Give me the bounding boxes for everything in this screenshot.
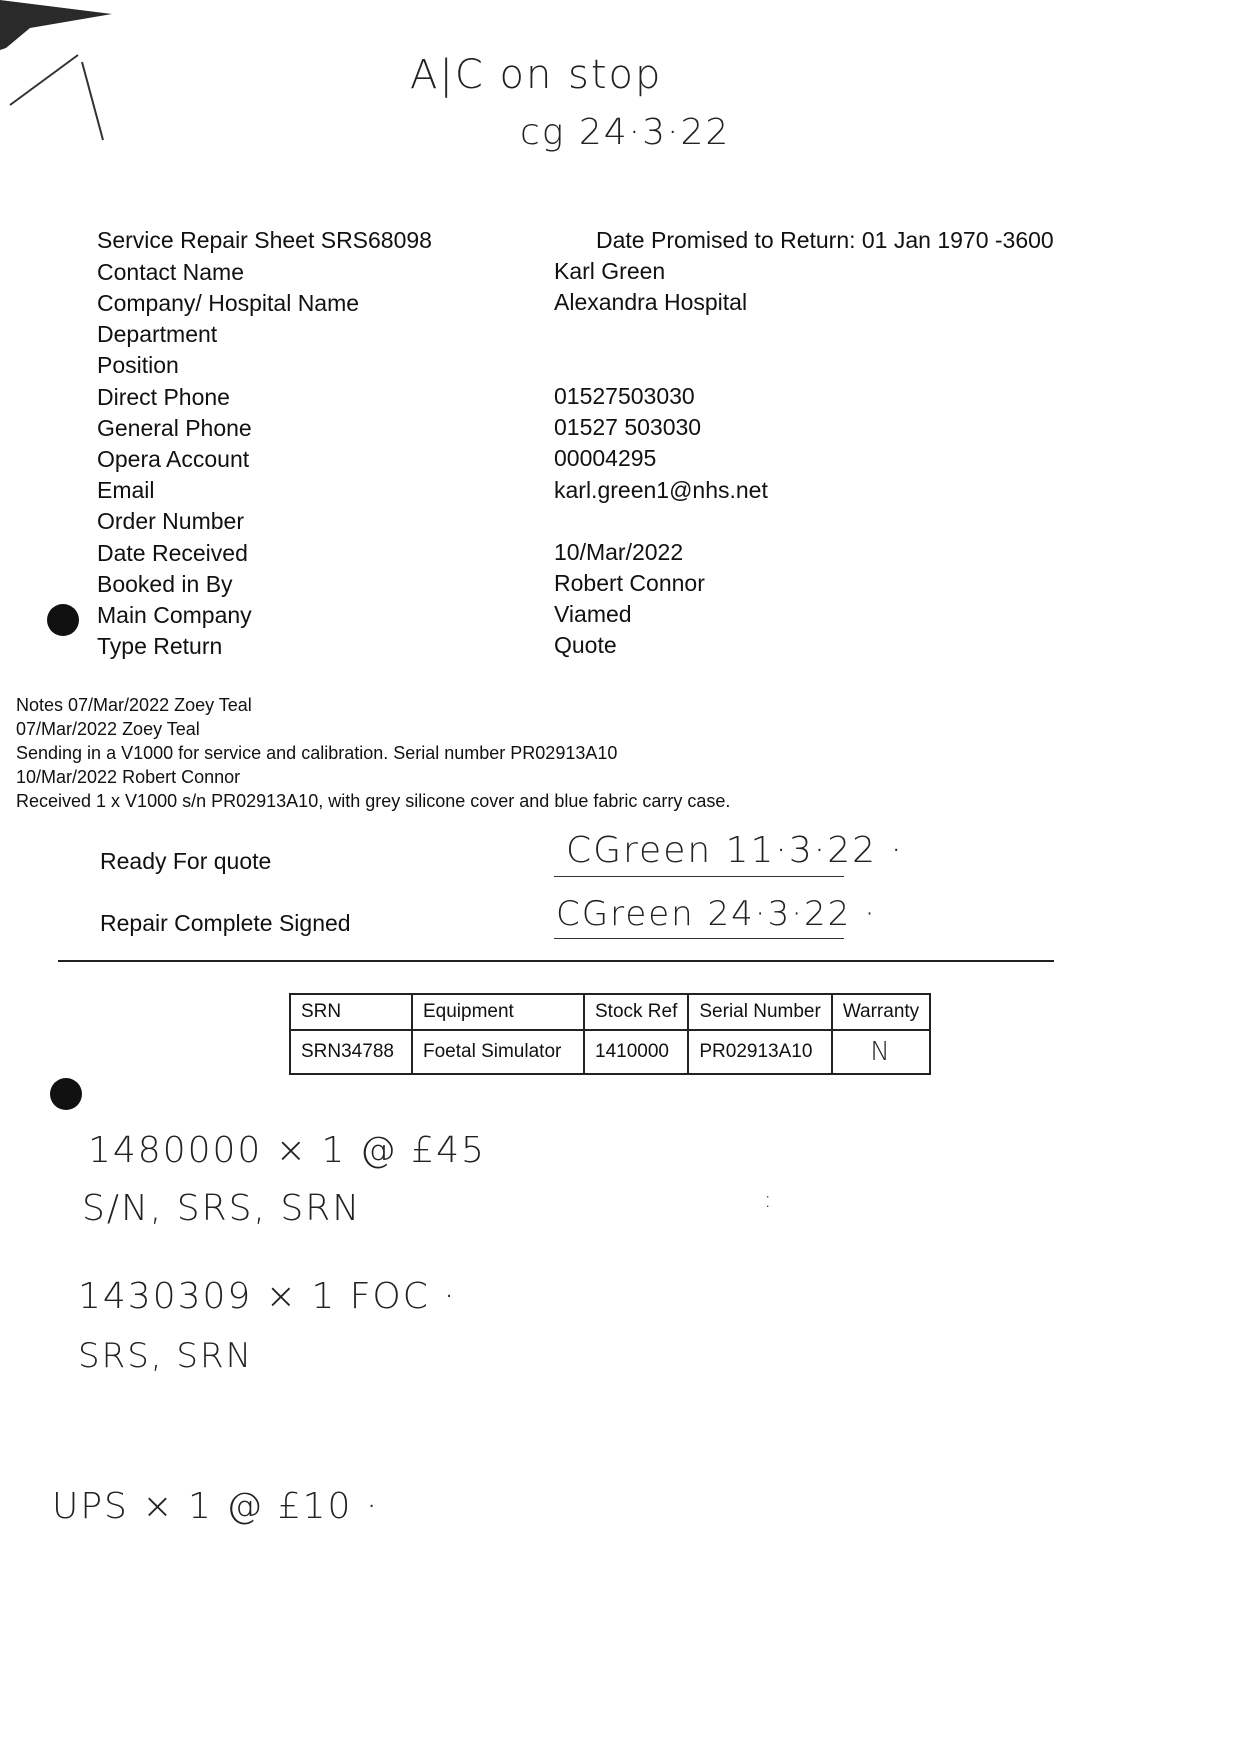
column-header: Warranty <box>832 994 930 1030</box>
section-divider <box>58 960 1054 962</box>
warranty-cell <box>832 1030 930 1074</box>
table-cell: SRN34788 <box>290 1030 412 1074</box>
field-label: Booked in By <box>97 571 233 597</box>
column-header: Equipment <box>412 994 584 1030</box>
notes-line: 07/Mar/2022 Zoey Teal <box>16 719 200 739</box>
field-value: 00004295 <box>554 445 657 471</box>
complete-signature: CGreen 24·3·22 · <box>556 894 877 934</box>
table-cell: Foetal Simulator <box>412 1030 584 1074</box>
notes-line: Received 1 x V1000 s/n PR02913A10, with grey silicone cover and blue fabric carry case. <box>16 791 731 811</box>
table-cell: PR02913A10 <box>688 1030 831 1074</box>
table-row <box>290 1030 930 1074</box>
handwritten-part-line: SRS, SRN <box>78 1336 254 1376</box>
handwritten-date-note: cg 24·3·22 <box>520 112 731 153</box>
field-label: Opera Account <box>97 446 250 472</box>
handwritten-part-line: UPS × 1 @ £10 · <box>52 1486 380 1527</box>
table-header-row <box>290 994 930 1030</box>
scan-corner-artifact <box>0 0 130 160</box>
handwritten-part-line: 1430309 × 1 FOC · <box>78 1276 457 1317</box>
punch-hole <box>47 604 79 636</box>
warranty-mark: N <box>870 1037 892 1067</box>
field-label: General Phone <box>97 415 252 441</box>
field-label: Department <box>97 321 218 347</box>
table-cell: 1410000 <box>584 1030 688 1074</box>
handwritten-part-line: 1480000 × 1 @ £45 <box>88 1130 486 1171</box>
field-label: Direct Phone <box>97 384 230 410</box>
ready-signature: CGreen 11·3·22 · <box>566 830 904 871</box>
field-value: 01527 503030 <box>554 414 702 440</box>
field-label: Order Number <box>97 508 244 534</box>
notes-line: Sending in a V1000 for service and calibration. Serial number PR02913A10 <box>16 743 618 763</box>
column-header: Stock Ref <box>584 994 688 1030</box>
field-value: 10/Mar/2022 <box>554 539 684 565</box>
ready-signature-line <box>554 876 844 877</box>
ready-for-quote-label: Ready For quote <box>100 848 272 874</box>
column-header: Serial Number <box>688 994 831 1030</box>
field-value: Alexandra Hospital <box>554 289 748 315</box>
notes-line: 10/Mar/2022 Robert Connor <box>16 767 241 787</box>
field-label: Date Received <box>97 540 248 566</box>
equipment-table <box>289 993 931 1075</box>
field-value: Quote <box>554 632 617 658</box>
handwritten-account-note: A|C on stop <box>410 52 663 98</box>
field-label: Type Return <box>97 633 223 659</box>
handwritten-part-line: S/N, SRS, SRN <box>82 1188 362 1229</box>
field-label: Company/ Hospital Name <box>97 290 360 316</box>
repair-complete-label: Repair Complete Signed <box>100 910 351 936</box>
field-label: Contact Name <box>97 259 245 285</box>
field-label: Email <box>97 477 155 503</box>
field-label: Position <box>97 352 179 378</box>
punch-hole <box>50 1078 82 1110</box>
stray-mark: : <box>764 1188 774 1213</box>
field-value: Karl Green <box>554 258 666 284</box>
field-label: Main Company <box>97 602 252 628</box>
field-value: Viamed <box>554 601 632 627</box>
field-value: 01527503030 <box>554 383 695 409</box>
field-value: Robert Connor <box>554 570 705 596</box>
notes-line: Notes 07/Mar/2022 Zoey Teal <box>16 695 252 715</box>
column-header: SRN <box>290 994 412 1030</box>
notes-block <box>16 693 730 813</box>
complete-signature-line <box>554 938 844 939</box>
field-value: karl.green1@nhs.net <box>554 477 768 503</box>
date-promised: Date Promised to Return: 01 Jan 1970 -3600 <box>596 227 1054 253</box>
sheet-title: Service Repair Sheet SRS68098 <box>97 227 432 253</box>
